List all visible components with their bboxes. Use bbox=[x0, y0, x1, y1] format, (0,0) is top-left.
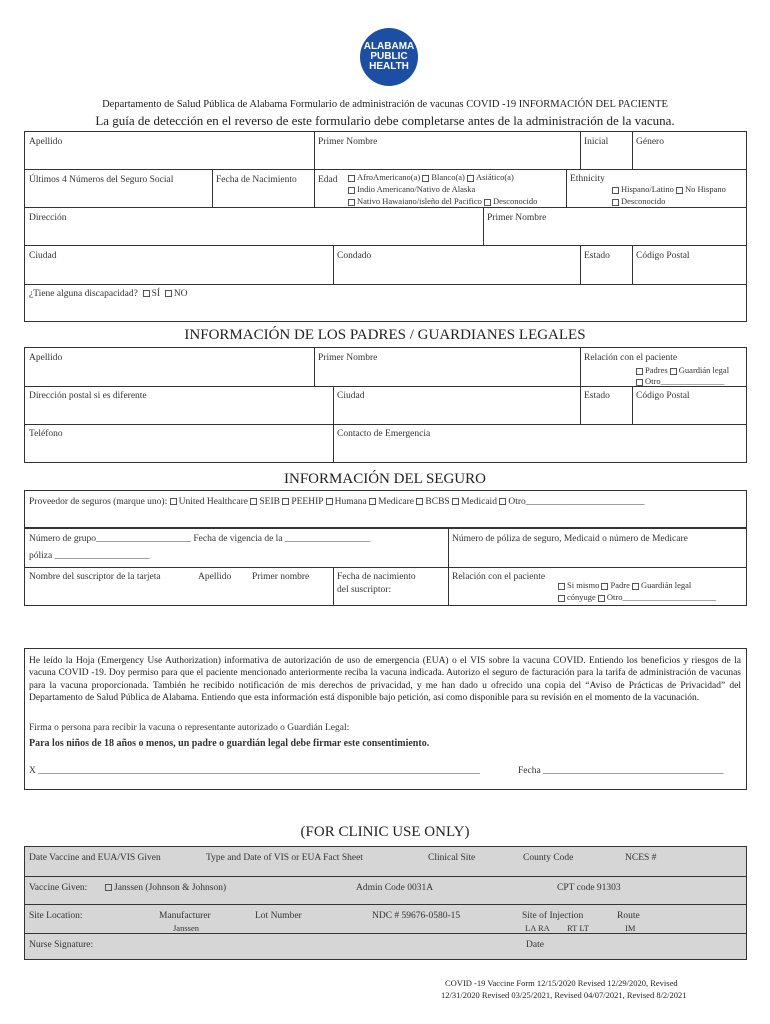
checkbox[interactable] bbox=[612, 199, 619, 206]
divider bbox=[24, 207, 747, 208]
checkbox[interactable] bbox=[165, 290, 172, 297]
divider bbox=[212, 169, 213, 207]
divider bbox=[314, 169, 315, 207]
relacion-row-2 bbox=[636, 376, 724, 386]
guardian-codigo-postal-field[interactable]: Código Postal bbox=[636, 391, 690, 401]
rt-lt-option[interactable]: RT LT bbox=[567, 923, 589, 933]
ethnicity-row-1 bbox=[612, 184, 726, 194]
provider-row bbox=[29, 497, 645, 507]
checkbox[interactable] bbox=[598, 595, 605, 602]
divider bbox=[632, 131, 633, 169]
discapacidad-row bbox=[29, 289, 188, 299]
ssn-field[interactable]: Últimos 4 Números del Seguro Social bbox=[29, 175, 174, 185]
divider bbox=[24, 424, 747, 425]
checkbox[interactable] bbox=[369, 498, 376, 505]
admin-code: Admin Code 0031A bbox=[356, 883, 434, 893]
site-injection-label: Site of Injection bbox=[522, 911, 584, 921]
checkbox[interactable] bbox=[558, 583, 565, 590]
divider bbox=[24, 904, 747, 905]
checkbox[interactable] bbox=[348, 187, 355, 194]
provider-option: Otro_________________________ bbox=[508, 497, 645, 507]
relacion-option: Guardián legal bbox=[640, 580, 692, 590]
checkbox[interactable] bbox=[170, 498, 177, 505]
county-code-field[interactable]: County Code bbox=[523, 853, 574, 863]
divider bbox=[24, 386, 747, 387]
route-label: Route bbox=[617, 911, 640, 921]
signature-line[interactable]: X _____________________________________________________________________________________________ bbox=[29, 766, 480, 776]
suscriptor-field[interactable]: Nombre del suscriptor de la tarjeta bbox=[29, 572, 161, 582]
guardian-primer-nombre-field[interactable]: Primer Nombre bbox=[318, 353, 378, 363]
guardian-ciudad-field[interactable]: Ciudad bbox=[337, 391, 365, 401]
race-option: Nativo Hawaiano/isleño del Pacifico bbox=[357, 196, 482, 206]
lot-number-field[interactable]: Lot Number bbox=[255, 911, 302, 921]
checkbox[interactable] bbox=[143, 290, 150, 297]
checkbox[interactable] bbox=[636, 379, 643, 386]
relacion-row-1 bbox=[636, 365, 729, 375]
ciudad-field[interactable]: Ciudad bbox=[29, 251, 57, 261]
checkbox[interactable] bbox=[636, 368, 643, 375]
checkbox[interactable] bbox=[348, 175, 355, 182]
clinic-use-box bbox=[24, 846, 747, 960]
checkbox[interactable] bbox=[452, 498, 459, 505]
estado-field[interactable]: Estado bbox=[584, 251, 610, 261]
divider bbox=[333, 245, 334, 284]
ethnicity-label: Ethnicity bbox=[570, 174, 605, 184]
insurance-heading: INFORMACIÓN DEL SEGURO bbox=[284, 471, 486, 487]
race-row-3 bbox=[348, 196, 537, 206]
divider bbox=[333, 386, 334, 463]
grupo-field[interactable]: Número de grupo____________________ Fecha de vigencia de la __________________ bbox=[29, 534, 371, 544]
logo-line-3: HEALTH bbox=[369, 61, 409, 72]
revision-line-2: 12/31/2020 Revised 03/25/2021, Revised 04/07/2021, Revised 8/2/2021 bbox=[441, 990, 687, 1000]
checkbox[interactable] bbox=[484, 199, 491, 206]
site-location-field[interactable]: Site Location: bbox=[29, 911, 83, 921]
nurse-date-field[interactable]: Date bbox=[526, 940, 544, 950]
clinical-site-field[interactable]: Clinical Site bbox=[428, 853, 476, 863]
genero-field[interactable]: Género bbox=[636, 137, 664, 147]
apellido-field[interactable]: Apellido bbox=[29, 137, 63, 147]
firma-label: Firma o persona para recibir la vacuna o representante autorizado o Guardián Legal: bbox=[29, 723, 350, 733]
no-option: NO bbox=[173, 289, 188, 299]
poliza-field[interactable]: póliza ____________________ bbox=[29, 551, 150, 561]
form-title: Departamento de Salud Pública de Alabama Formulario de administración de vacunas COVID -19 INFORMACIÓN DEL PACIENTE bbox=[102, 99, 668, 110]
divider bbox=[580, 347, 581, 386]
provider-option: Humana bbox=[334, 497, 367, 507]
ethnicity-option: No Hispano bbox=[685, 184, 726, 194]
nurse-signature-field[interactable]: Nurse Signature: bbox=[29, 940, 94, 950]
divider bbox=[314, 131, 315, 169]
checkbox[interactable] bbox=[250, 498, 257, 505]
clinic-heading: (FOR CLINIC USE ONLY) bbox=[300, 824, 470, 840]
fecha-nacimiento-field[interactable]: Fecha de Nacimiento bbox=[216, 175, 297, 185]
checkbox[interactable] bbox=[601, 583, 608, 590]
la-ra-option[interactable]: LA RA bbox=[525, 923, 550, 933]
divider bbox=[24, 169, 747, 170]
provider-option: Medicaid bbox=[461, 497, 497, 507]
inicial-field[interactable]: Inicial bbox=[584, 137, 609, 147]
si-option: SÍ bbox=[151, 289, 161, 299]
guardian-direccion-field[interactable]: Dirección postal si es diferente bbox=[29, 391, 147, 401]
divider bbox=[632, 245, 633, 284]
relacion-option: Otro______________________ bbox=[606, 592, 717, 602]
relacion-label: Relación con el paciente bbox=[584, 353, 678, 363]
guardian-apellido-field[interactable]: Apellido bbox=[29, 353, 63, 363]
padres-option: Padres bbox=[645, 365, 668, 375]
ethnicity-option: Desconocido bbox=[621, 196, 666, 206]
race-option: AfroAmericano(a) bbox=[357, 172, 421, 182]
divider bbox=[448, 528, 449, 606]
divider bbox=[24, 567, 747, 568]
checkbox[interactable] bbox=[670, 368, 677, 375]
primer-nombre-field[interactable]: Primer Nombre bbox=[318, 137, 378, 147]
divider bbox=[580, 131, 581, 169]
guardian-heading: INFORMACIÓN DE LOS PADRES / GUARDIANES LEGALES bbox=[184, 327, 586, 343]
alabama-public-health-logo bbox=[360, 28, 418, 86]
divider bbox=[483, 207, 484, 245]
checkbox[interactable] bbox=[612, 187, 619, 194]
fecha-line[interactable]: Fecha ______________________________________ bbox=[518, 766, 724, 776]
condado-field[interactable]: Condado bbox=[337, 251, 372, 261]
checkbox[interactable] bbox=[422, 175, 429, 182]
type-date-field[interactable]: Type and Date of VIS or EUA Fact Sheet bbox=[206, 853, 363, 863]
divider bbox=[333, 567, 334, 606]
checkbox[interactable] bbox=[499, 498, 506, 505]
suscriptor-fecha-line-2: del suscriptor: bbox=[337, 585, 392, 595]
divider bbox=[580, 245, 581, 284]
consent-bold-note: Para los niños de 18 años o menos, un padre o guardián legal debe firmar este consentimiento. bbox=[29, 738, 430, 749]
telefono-field[interactable]: Teléfono bbox=[29, 429, 63, 439]
form-subtitle: La guía de detección en el reverso de este formulario debe completarse antes de la administración de la vacuna. bbox=[95, 113, 675, 128]
provider-option: United Healthcare bbox=[178, 497, 248, 507]
consent-paragraph: He leído la Hoja (Emergency Use Authorization) informativa de autorización de uso de emergencia (EUA) o el VIS sobre la vacuna COVID. Entiendo los beneficios y riesgos de la vacuna COVID -19. Doy permiso para que el paciente mencionado anteriormente reciba la vacuna indicada. Autorizo el seguro de facturación para la tarifa de administración de vacunas para la vacuna proporcionada. También he recibido notificación de mis derechos de privacidad, y me han dado u ofrecido una copia del “Aviso de Prácticas de Privacidad” del Departamento de Salud Pública de Alabama. Entiendo que esta información está disponible bajo petición, así como disponible para su revisión en el momento de la vacunación. bbox=[29, 656, 741, 703]
relacion-option: Padre bbox=[610, 580, 630, 590]
logo-line-1: ALABAMA bbox=[363, 41, 415, 52]
divider bbox=[580, 386, 581, 424]
provider-option: BCBS bbox=[425, 497, 450, 507]
ethnicity-row-2 bbox=[612, 196, 665, 206]
divider bbox=[566, 169, 567, 207]
race-option: Blanco(a) bbox=[431, 172, 465, 182]
checkbox[interactable] bbox=[676, 187, 683, 194]
numero-poliza-field[interactable]: Número de póliza de seguro, Medicaid o número de Medicare bbox=[452, 534, 688, 544]
suscriptor-relacion-row-1 bbox=[558, 580, 691, 590]
janssen-option: Janssen (Johnson & Johnson) bbox=[114, 883, 227, 893]
provider-option: Medicare bbox=[378, 497, 415, 507]
divider bbox=[314, 347, 315, 386]
route-value: IM bbox=[625, 923, 636, 933]
suscriptor-fecha-line-1[interactable]: Fecha de nacimiento bbox=[337, 572, 416, 582]
race-row-2 bbox=[348, 184, 475, 194]
discapacidad-label: ¿Tiene alguna discapacidad? bbox=[29, 289, 138, 299]
race-option: Desconocido bbox=[493, 196, 538, 206]
insurance-provider-box bbox=[24, 490, 747, 528]
proveedor-label: Proveedor de seguros (marque uno): bbox=[29, 497, 168, 507]
date-vaccine-field[interactable]: Date Vaccine and EUA/VIS Given bbox=[29, 853, 161, 863]
ethnicity-option: Hispano/Latino bbox=[621, 184, 674, 194]
manufacturer-value: Janssen bbox=[173, 923, 199, 933]
checkbox[interactable] bbox=[348, 199, 355, 206]
checkbox[interactable] bbox=[467, 175, 474, 182]
guardian-legal-option: Guardián legal bbox=[678, 365, 730, 375]
edad-field[interactable]: Edad bbox=[318, 175, 338, 185]
provider-option: SEIB bbox=[259, 497, 280, 507]
checkbox[interactable] bbox=[558, 595, 565, 602]
checkbox[interactable] bbox=[282, 498, 289, 505]
logo-line-2: PUBLIC bbox=[370, 51, 408, 62]
race-row-1 bbox=[348, 172, 514, 182]
otro-option: Otro_______________ bbox=[645, 376, 725, 386]
race-option: Indio Americano/Nativo de Alaska bbox=[357, 184, 476, 194]
suscriptor-relacion-row-2 bbox=[558, 592, 716, 602]
ndc-code: NDC # 59676-0580-15 bbox=[372, 911, 461, 921]
suscriptor-relacion-label: Relación con el paciente bbox=[452, 572, 546, 582]
cpt-code: CPT code 91303 bbox=[557, 883, 621, 893]
divider bbox=[24, 933, 747, 934]
provider-option: PEEHIP bbox=[291, 497, 324, 507]
revision-line-1: COVID -19 Vaccine Form 12/15/2020 Revised 12/29/2020, Revised bbox=[445, 978, 678, 988]
suscriptor-primer-nombre: Primer nombre bbox=[252, 572, 310, 582]
manufacturer-label: Manufacturer bbox=[159, 911, 211, 921]
guardian-estado-field[interactable]: Estado bbox=[584, 391, 610, 401]
janssen-option-row bbox=[105, 883, 226, 893]
divider bbox=[24, 245, 747, 246]
race-option: Asiático(a) bbox=[476, 172, 514, 182]
divider bbox=[632, 386, 633, 424]
vaccine-given-label: Vaccine Given: bbox=[29, 883, 88, 893]
suscriptor-apellido: Apellido bbox=[198, 572, 232, 582]
checkbox[interactable] bbox=[632, 583, 639, 590]
codigo-postal-field[interactable]: Código Postal bbox=[636, 251, 690, 261]
divider bbox=[24, 284, 747, 285]
primer-nombre-2-field[interactable]: Primer Nombre bbox=[487, 213, 547, 223]
relacion-option: Si mismo bbox=[567, 580, 600, 590]
relacion-option: cónyuge bbox=[567, 592, 596, 602]
nces-field[interactable]: NCES # bbox=[625, 853, 657, 863]
divider bbox=[24, 876, 747, 877]
checkbox[interactable] bbox=[326, 498, 333, 505]
checkbox[interactable] bbox=[105, 884, 112, 891]
contacto-emergencia-field[interactable]: Contacto de Emergencia bbox=[337, 429, 431, 439]
direccion-field[interactable]: Dirección bbox=[29, 213, 67, 223]
checkbox[interactable] bbox=[416, 498, 423, 505]
